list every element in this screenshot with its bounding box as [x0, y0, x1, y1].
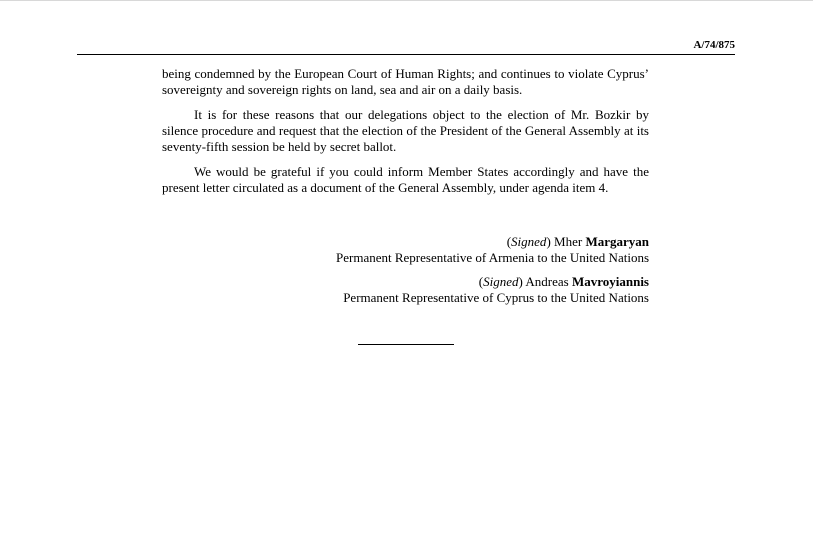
signatory-first-name: Mher [554, 234, 583, 249]
signatory-title: Permanent Representative of Armenia to the United Nations [336, 250, 649, 265]
header-rule [77, 54, 735, 55]
signature-block [162, 234, 649, 314]
signature-armenia [162, 234, 649, 266]
paragraph-request: We would be grateful if you could inform Member States accordingly and have the present letter circulated as a document of the General Assembly, under agenda item 4. [162, 164, 649, 195]
paragraph-continuation: being condemned by the European Court of Human Rights; and continues to violate Cyprus’ sovereignty and sovereign rights on land, sea and air on a daily basis. [162, 66, 649, 97]
letter-body [162, 66, 649, 205]
document-symbol: A/74/875 [693, 39, 735, 51]
signature-cyprus [162, 274, 649, 306]
end-of-document-rule [358, 344, 454, 345]
signatory-first-name: Andreas [525, 274, 569, 289]
signatory-last-name: Margaryan [585, 234, 649, 249]
signature-name-line: (Signed) Mher Margaryan [506, 234, 649, 249]
top-border [0, 0, 813, 1]
signature-name-line: (Signed) Andreas Mavroyiannis [478, 274, 649, 289]
signatory-title: Permanent Representative of Cyprus to the United Nations [343, 290, 649, 305]
paragraph-objection: It is for these reasons that our delegations object to the election of Mr. Bozkir by silence procedure and request that the election of the President of the General Assembly at its seventy-fifth session be held by secret ballot. [162, 107, 649, 154]
signed-label: Signed [483, 274, 519, 289]
signatory-last-name: Mavroyiannis [571, 274, 649, 289]
signed-label: Signed [511, 234, 547, 249]
